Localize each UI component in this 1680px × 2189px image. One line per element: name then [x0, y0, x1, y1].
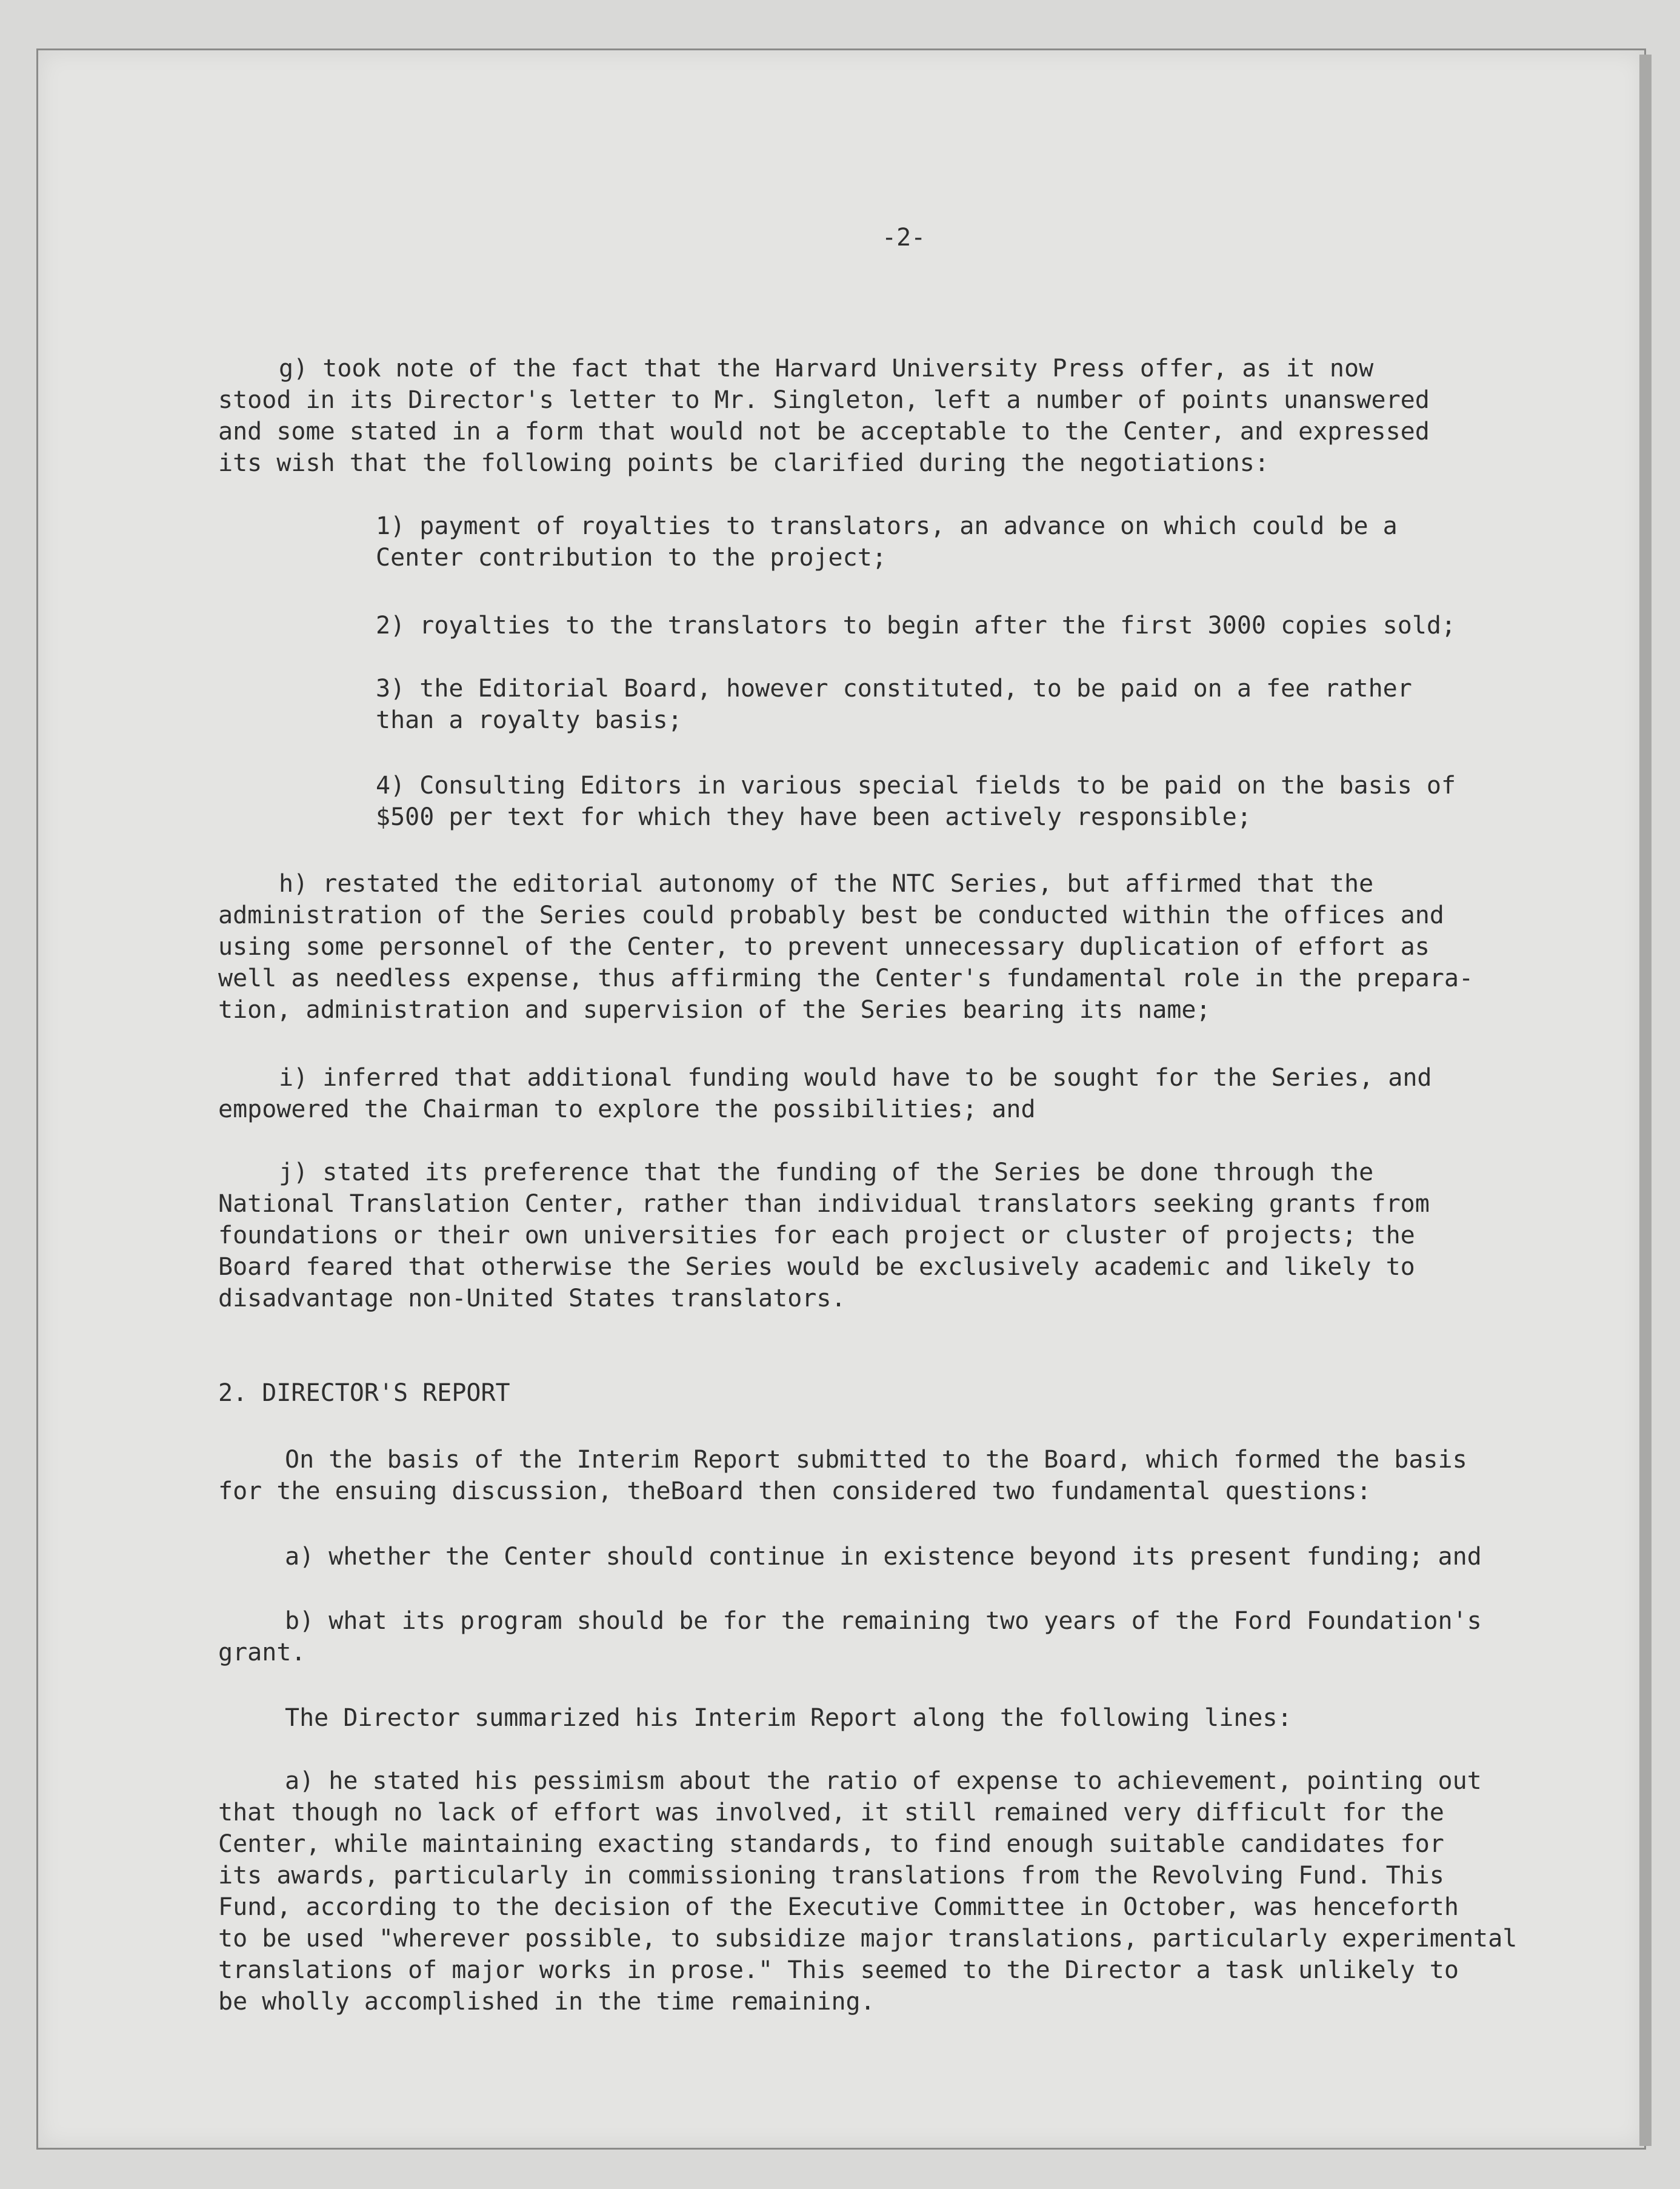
text-line: Board feared that otherwise the Series would be exclusively academic and likely to: [218, 1253, 1415, 1281]
text-line: 3) the Editorial Board, however constituted, to be paid on a fee rather: [376, 675, 1412, 703]
question-b: [218, 1605, 1482, 1668]
text-line: h) restated the editorial autonomy of the NTC Series, but affirmed that the: [279, 870, 1374, 898]
text-line: that though no lack of effort was involved, it still remained very difficult for the: [218, 1799, 1444, 1826]
text-line: grant.: [218, 1639, 306, 1666]
text-line: 1) payment of royalties to translators, an advance on which could be a: [376, 512, 1398, 540]
text-line: Center contribution to the project;: [376, 544, 887, 572]
page-edge-shadow: [1639, 55, 1652, 2146]
text-line: i) inferred that additional funding would have to be sought for the Series, and: [279, 1064, 1432, 1092]
text-line: g) took note of the fact that the Harvard University Press offer, as it now: [279, 355, 1374, 383]
text-line: administration of the Series could probably best be conducted within the offices and: [218, 901, 1444, 929]
paragraph-report-intro: [218, 1444, 1467, 1507]
text-line: than a royalty basis;: [376, 706, 682, 734]
text-line: tion, administration and supervision of the Series bearing its name;: [218, 996, 1211, 1024]
text-line: $500 per text for which they have been actively responsible;: [376, 803, 1252, 831]
text-line: be wholly accomplished in the time remaining.: [218, 1988, 875, 2016]
text-line: and some stated in a form that would not be acceptable to the Center, and expressed: [218, 418, 1430, 446]
point-2: [376, 610, 1456, 641]
point-3: [376, 673, 1412, 736]
text-line: disadvantage non-United States translators.: [218, 1285, 846, 1312]
paragraph-g: [218, 353, 1430, 479]
summary-intro: [285, 1702, 1292, 1734]
paragraph-i: [218, 1062, 1432, 1125]
text-line: National Translation Center, rather than individual translators seeking grants from: [218, 1190, 1430, 1218]
text-line: empowered the Chairman to explore the possibilities; and: [218, 1095, 1036, 1123]
text-line: The Director summarized his Interim Report along the following lines:: [285, 1704, 1292, 1732]
text-line: On the basis of the Interim Report submitted to the Board, which formed the basis: [285, 1446, 1467, 1474]
text-line: stood in its Director's letter to Mr. Singleton, left a number of points unanswered: [218, 386, 1430, 414]
page-number: -2-: [882, 224, 926, 252]
paragraph-h: [218, 868, 1473, 1026]
text-line: well as needless expense, thus affirming the Center's fundamental role in the prepara-: [218, 964, 1474, 992]
text-line: for the ensuing discussion, theBoard then considered two fundamental questions:: [218, 1477, 1372, 1505]
text-line: its awards, particularly in commissioning translations from the Revolving Fund. This: [218, 1862, 1444, 1890]
question-a: [285, 1541, 1482, 1572]
text-line: Center, while maintaining exacting standards, to find enough suitable candidates for: [218, 1830, 1444, 1858]
text-line: translations of major works in prose." This seemed to the Director a task unlikely to: [218, 1956, 1459, 1984]
text-line: to be used "wherever possible, to subsidize major translations, particularly experimental: [218, 1925, 1518, 1953]
text-line: 2) royalties to the translators to begin after the first 3000 copies sold;: [376, 612, 1456, 640]
text-line: Fund, according to the decision of the Executive Committee in October, was henceforth: [218, 1893, 1459, 1921]
point-1: [376, 510, 1398, 573]
text-line: its wish that the following points be clarified during the negotiations:: [218, 449, 1269, 477]
text-line: foundations or their own universities for each project or cluster of projects; the: [218, 1221, 1415, 1249]
text-line: j) stated its preference that the funding of the Series be done through the: [279, 1158, 1374, 1186]
paragraph-j: [218, 1157, 1430, 1314]
text-line: a) whether the Center should continue in existence beyond its present funding; and: [285, 1543, 1482, 1571]
text-line: b) what its program should be for the remaining two years of the Ford Foundation's: [285, 1607, 1482, 1635]
summary-a: [218, 1765, 1517, 2017]
point-4: [376, 770, 1456, 833]
text-line: using some personnel of the Center, to prevent unnecessary duplication of effort as: [218, 933, 1430, 961]
section-heading-directors-report: 2. DIRECTOR'S REPORT: [218, 1379, 510, 1407]
text-line: 4) Consulting Editors in various special fields to be paid on the basis of: [376, 772, 1456, 800]
text-line: a) he stated his pessimism about the ratio of expense to achievement, pointing out: [285, 1767, 1482, 1795]
